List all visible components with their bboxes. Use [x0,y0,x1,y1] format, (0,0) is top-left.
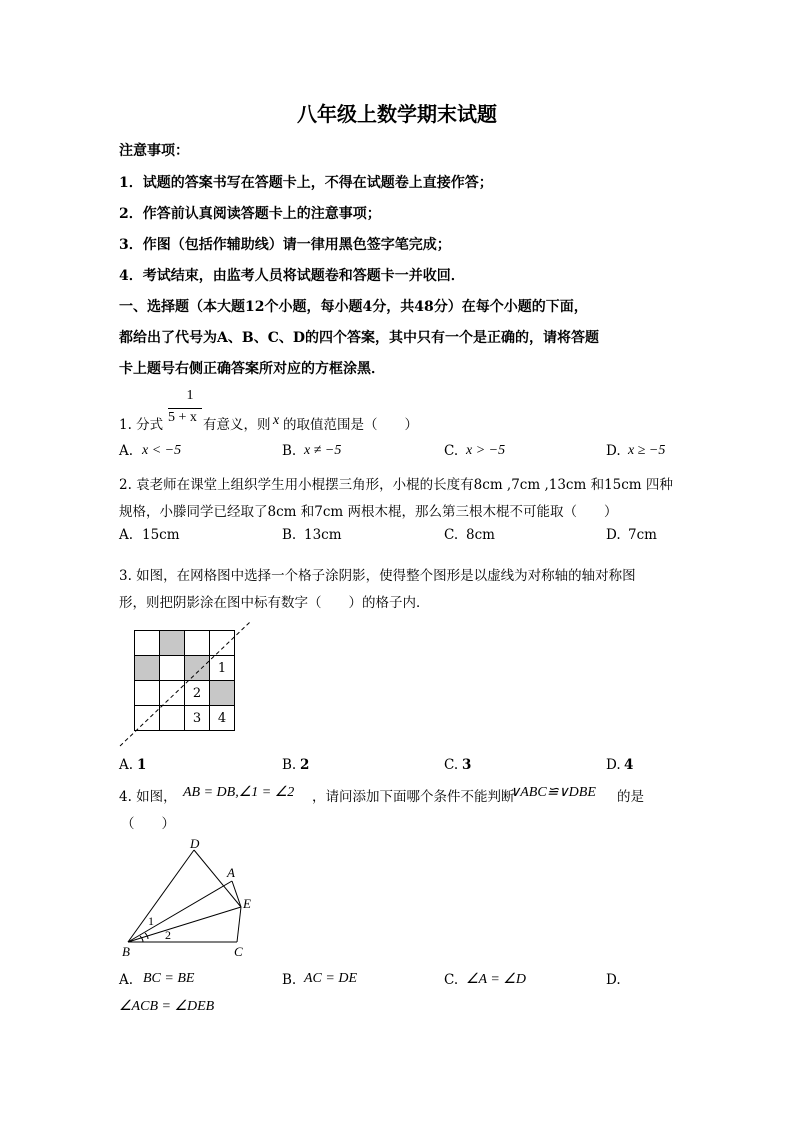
q1-denominator: 5 + x [168,410,197,425]
q4-option-b: AC = DE [304,971,357,986]
label-a: A [227,865,235,880]
note-item-3: 3．作图（包括作辅助线）请一律用黑色签字笔完成； [119,237,451,253]
q3-option-d-label: D. [606,757,621,773]
q4-option-c: ∠A = ∠D [466,972,526,987]
q1-prefix: 1. 分式 [119,417,164,433]
q4-option-d-label: D. [606,972,621,988]
label-e: E [243,896,251,911]
q3-option-c: 3 [462,757,472,773]
q2-line-1: 2. 袁老师在课堂上组织学生用小棍摆三角形，小棍的长度有8cm ,7cm ,13cm 和15cm 四种 [119,477,673,493]
q1-option-d-label: D. [606,443,621,459]
q4-middle: ，请问添加下面哪个条件不能判断 [312,789,515,805]
q4-congruence: ∨ABC≌∨DBE [510,785,596,800]
label-angle-2: 2 [165,928,171,942]
grid-cell-1: 1 [210,656,235,681]
q2-option-a-label: A. [119,527,134,543]
q4-option-b-label: B. [282,972,297,988]
q4-option-d: ∠ACB = ∠DEB [119,999,215,1014]
section1-line-1: 一、选择题（本大题12个小题，每小题4分，共48分）在每个小题的下面， [119,299,588,315]
q1-numerator: 1 [186,388,194,403]
q3-option-d: 4 [624,757,634,773]
q4-prefix: 4. 如图， [119,789,177,805]
page-title: 八年级上数学期末试题 [297,102,497,126]
notes-heading: 注意事项： [119,143,189,159]
q1-suffix-a: 有意义，则 [203,417,271,433]
q1-option-a: x < −5 [142,443,182,458]
q1-var: x [273,413,280,428]
q1-option-b-label: B. [282,443,297,459]
label-b: B [122,944,130,959]
q4-paren: （ ） [121,816,175,832]
section1-line-2: 都给出了代号为A、B、C、D的四个答案，其中只有一个是正确的，请将答题 [119,330,599,346]
q2-option-c-label: C. [444,527,459,543]
q3-option-b: 2 [300,757,310,773]
section1-line-3: 卡上题号右侧正确答案所对应的方框涂黑． [119,361,385,377]
note-item-4: 4．考试结束，由监考人员将试题卷和答题卡一并收回． [119,268,465,284]
label-c: C [234,944,243,959]
grid-cell-4: 4 [210,706,235,731]
q2-option-b-label: B. [282,527,297,543]
q3-option-b-label: B. [282,757,297,773]
q3-option-a-label: A. [119,757,134,773]
q4-triangle-figure [115,836,265,961]
grid-cell-2: 2 [185,681,210,706]
q3-option-a: 1 [137,757,147,773]
q2-option-d: 7cm [628,527,657,543]
label-angle-1: 1 [148,914,154,928]
fraction-bar [168,408,202,409]
q4-option-a-label: A. [119,972,134,988]
note-item-2: 2．作答前认真阅读答题卡上的注意事项； [119,206,381,222]
q4-option-c-label: C. [444,972,459,988]
q1-option-c: x > −5 [466,443,506,458]
q4-option-a: BC = BE [143,971,195,986]
q2-option-d-label: D. [606,527,621,543]
q3-line-2: 形，则把阴影涂在图中标有数字（ ）的格子内． [119,595,430,611]
q1-option-d: x ≥ −5 [628,443,666,458]
q1-option-c-label: C. [444,443,459,459]
q2-option-c: 8cm [466,527,495,543]
q4-suffix: 的是 [617,789,644,805]
q1-suffix-b: 的取值范围是（ ） [283,417,418,433]
q2-option-b: 13cm [304,527,342,543]
q2-line-2: 规格，小滕同学已经取了8cm 和7cm 两根木棍，那么第三根木棍不可能取（ ） [119,504,618,520]
grid-cell-3: 3 [185,706,210,731]
label-d: D [190,836,200,851]
q4-condition: AB = DB,∠1 = ∠2 [183,785,295,800]
note-item-1: 1．试题的答案书写在答题卡上，不得在试题卷上直接作答； [119,175,493,191]
q3-line-1: 3. 如图，在网格图中选择一个格子涂阴影，使得整个图形是以虚线为对称轴的轴对称图 [119,568,636,584]
q3-option-c-label: C. [444,757,459,773]
q2-option-a: 15cm [142,527,180,543]
q1-option-b: x ≠ −5 [304,443,342,458]
symmetry-axis [118,618,258,750]
q1-option-a-label: A. [119,443,134,459]
